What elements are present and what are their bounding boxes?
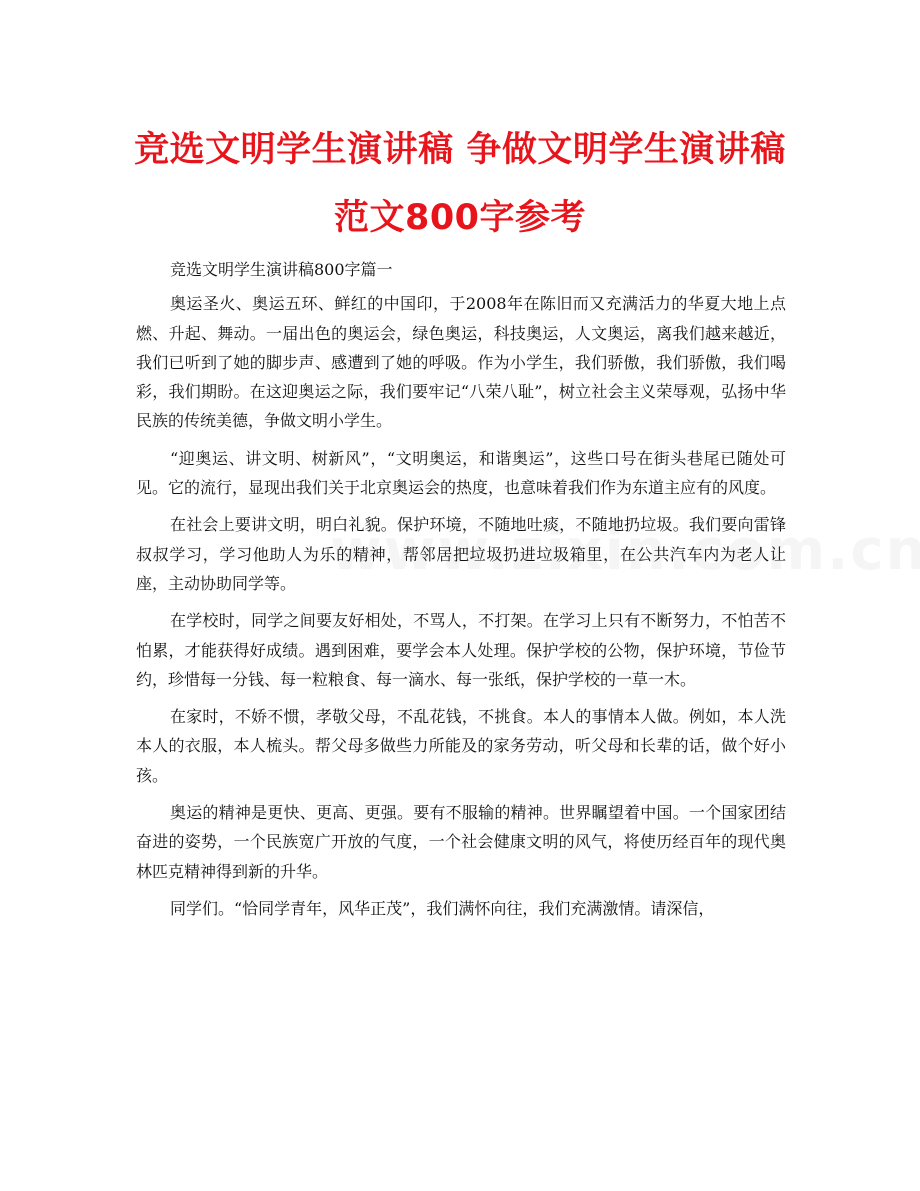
document-title-line-2: 范文800字参考 [333,198,587,238]
paragraph: 在家时，不娇不惯，孝敬父母，不乱花钱，不挑食。本人的事情本人做。例如，本人洗本人的衣服，本人梳头。帮父母多做些力所能及的家务劳动，听父母和长辈的话，做个好小孩。 [136,707,786,785]
paragraph: 在社会上要讲文明，明白礼貌。保护环境，不随地吐痰，不随地扔垃圾。我们要向雷锋叔叔学习，学习他助人为乐的精神，帮邻居把垃圾扔进垃圾箱里，在公共汽车内为老人让座，主动协助同学等。 [136,515,786,593]
paragraph: 奥运的精神是更快、更高、更强。要有不服输的精神。世界瞩望着中国。一个国家团结奋进的姿势，一个民族宽广开放的气度，一个社会健康文明的风气，将使历经百年的现代奥林匹克精神得到新的升华。 [136,803,786,881]
paragraph: 在学校时，同学之间要友好相处，不骂人，不打架。在学习上只有不断努力，不怕苦不怕累，才能获得好成绩。遇到困难，要学会本人处理。保护学校的公物，保护环境，节俭节约，珍惜每一分钱、每一粒粮食、每一滴水、每一张纸，保护学校的一草一木。 [136,611,786,689]
paragraph: 同学们。“恰同学青年，风华正茂”，我们满怀向往，我们充满激情。请深信， [170,898,715,918]
document-title-line-1: 竞选文明学生演讲稿 争做文明学生演讲稿 [134,130,786,170]
section-subtitle: 竞选文明学生演讲稿800字篇一 [170,260,393,279]
paragraph: “迎奥运、讲文明、树新风”，“文明奥运，和谐奥运”，这些口号在街头巷尾已随处可见。它的流行，显现出我们关于北京奥运会的热度，也意味着我们作为东道主应有的风度。 [136,448,786,498]
paragraph: 奥运圣火、奥运五环、鲜红的中国印，于2008年在陈旧而又充满活力的华夏大地上点燃、升起、舞动。一届出色的奥运会，绿色奥运，科技奥运，人文奥运，离我们越来越近，我们已听到了她的脚步声、感遭到了她的呼吸。作为小学生，我们骄傲，我们骄傲，我们喝彩，我们期盼。在这迎奥运之际，我们要牢记“八荣八耻”，树立社会主义荣辱观，弘扬中华民族的传统美德，争做文明小学生。 [136,294,786,431]
document-body [136,255,786,931]
